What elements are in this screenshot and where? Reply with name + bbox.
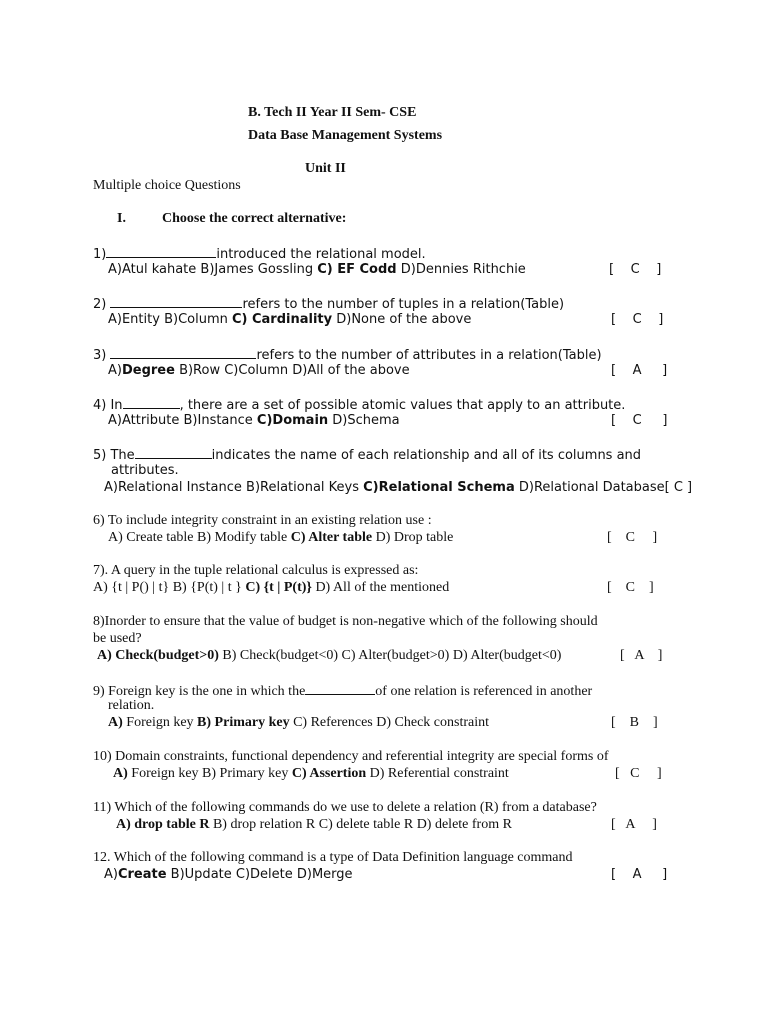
question-11: 11) Which of the following commands do we use to delete a relation (R) from a database? [93, 800, 597, 815]
answer-blank [110, 294, 242, 308]
question-8-options: A) Check(budget>0) B) Check(budget<0) C) Alter(budget>0) D) Alter(budget<0) [97, 648, 562, 663]
question-8: 8)Inorder to ensure that the value of budget is non-negative which of the following should [93, 614, 598, 629]
question-1: 1) introduced the relational model. [93, 244, 426, 263]
question-6-answer: [ C ] [607, 530, 658, 545]
question-9: 9) Foreign key is the one in which the of one relation is referenced in another [93, 681, 592, 700]
question-1-answer: [ C ] [609, 262, 662, 277]
question-7-answer: [ C ] [607, 580, 654, 595]
question-12: 12. Which of the following command is a type of Data Definition language command [93, 850, 573, 865]
answer-blank [123, 395, 180, 409]
question-10: 10) Domain constraints, functional dependency and referential integrity are special forms of [93, 749, 609, 764]
question-6-options: A) Create table B) Modify table C) Alter table D) Drop table [108, 530, 454, 545]
question-7: 7). A query in the tuple relational calculus is expressed as: [93, 563, 419, 578]
question-6: 6) To include integrity constraint in an existing relation use : [93, 513, 432, 528]
answer-blank [305, 681, 375, 695]
unit-heading: Unit II [305, 161, 346, 176]
question-12-answer: [ A ] [611, 867, 668, 882]
question-8-answer: [ A ] [620, 648, 663, 663]
question-3-options: A)Degree B)Row C)Column D)All of the above [108, 363, 410, 378]
section-instruction: Choose the correct alternative: [162, 211, 347, 226]
question-1-options: A)Atul kahate B)James Gossling C) EF Codd D)Dennies Rithchie [108, 262, 526, 277]
question-5: 5) The indicates the name of each relationship and all of its columns and [93, 445, 641, 464]
question-11-options: A) drop table R B) drop relation R C) delete table R D) delete from R [116, 817, 512, 832]
question-10-options: A) Foreign key B) Primary key C) Assertion D) Referential constraint [113, 766, 509, 781]
question-3-answer: [ A ] [611, 363, 668, 378]
question-2: 2) refers to the number of tuples in a relation(Table) [93, 294, 564, 313]
subject-heading: Data Base Management Systems [248, 128, 443, 143]
question-12-options: A)Create B)Update C)Delete D)Merge [104, 867, 353, 882]
question-4-options: A)Attribute B)Instance C)Domain D)Schema [108, 413, 400, 428]
section-type: Multiple choice Questions [93, 178, 241, 193]
section-roman: I. [117, 211, 126, 226]
question-9-options: A) Foreign key B) Primary key C) References D) Check constraint [108, 715, 490, 730]
answer-blank [135, 445, 212, 459]
question-3: 3) refers to the number of attributes in a relation(Table) [93, 345, 602, 364]
question-4: 4) In , there are a set of possible atomic values that apply to an attribute. [93, 395, 625, 414]
question-4-answer: [ C ] [611, 413, 668, 428]
question-5-answer: [ C ] [664, 480, 693, 495]
question-9-answer: [ B ] [611, 715, 658, 730]
answer-blank [106, 244, 216, 258]
question-8-cont: be used? [93, 631, 142, 646]
course-heading: B. Tech II Year II Sem- CSE [248, 105, 417, 120]
question-5-options: A)Relational Instance B)Relational Keys C)Relational Schema D)Relational Database[ C ] [104, 480, 693, 495]
answer-blank [110, 345, 256, 359]
question-9-cont: relation. [108, 698, 155, 713]
question-10-answer: [ C ] [615, 766, 662, 781]
question-2-options: A)Entity B)Column C) Cardinality D)None of the above [108, 312, 472, 327]
question-2-answer: [ C ] [611, 312, 664, 327]
question-5-cont: attributes. [111, 463, 179, 478]
question-11-answer: [ A ] [611, 817, 657, 832]
question-7-options: A) {t | P() | t} B) {P(t) | t } C) {t | P(t)} D) All of the mentioned [93, 580, 450, 595]
